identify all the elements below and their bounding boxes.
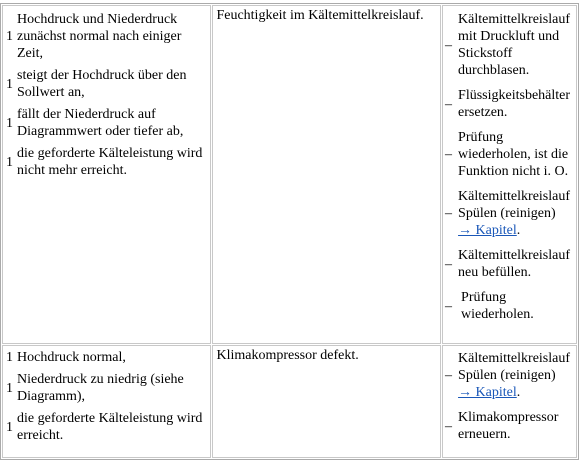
dash-marker: –: [445, 37, 453, 53]
remedy-item: [445, 11, 573, 79]
remedy-item: [445, 87, 573, 121]
condition-item: [6, 67, 207, 101]
table-row: [2, 5, 577, 344]
cause-text: Klimakompressor defekt.: [216, 348, 359, 363]
remedy-text: Prüfung wiederholen.: [461, 290, 534, 322]
remedy-period: .: [516, 385, 521, 400]
condition-item: [6, 349, 207, 366]
remedy-item: [445, 129, 573, 180]
chapter-link[interactable]: → Kapitel: [458, 223, 517, 238]
remedy-item: [445, 289, 573, 323]
dash-marker: –: [445, 206, 453, 221]
remedy-item: [445, 350, 573, 401]
dash-marker: –: [445, 147, 453, 162]
cause-cell: [212, 345, 441, 458]
item-number: 1: [6, 154, 13, 170]
remedies-cell: [442, 5, 577, 344]
dash-marker: –: [445, 368, 453, 383]
condition-text: die geforderte Kälteleistung wird erreicht.: [17, 411, 203, 443]
condition-item: [6, 371, 207, 405]
condition-text: fällt der Niederdruck auf Diagrammwert oder tiefer ab,: [17, 107, 184, 139]
remedy-text: Flüssigkeitsbehälter ersetzen.: [458, 88, 571, 120]
remedy-text: Kältemittelkreislauf neu befüllen.: [458, 248, 571, 280]
cause-cell: [212, 5, 441, 344]
remedy-text: Klimakompressor erneuern.: [458, 410, 559, 442]
remedy-text: Kältemittelkreislauf Spülen (reinigen): [458, 351, 571, 383]
item-number: 1: [6, 350, 13, 365]
remedy-item: [445, 409, 573, 443]
remedy-text: Prüfung wiederholen, ist die Funktion nicht i. O.: [458, 130, 569, 179]
remedy-text: Kältemittelkreislauf Spülen (reinigen): [458, 189, 571, 221]
item-number: 1: [6, 380, 13, 396]
condition-text: Niederdruck zu niedrig (siehe Diagramm),: [17, 372, 184, 404]
condition-text: die geforderte Kälteleistung wird nicht mehr erreicht.: [17, 146, 203, 178]
dash-marker: –: [445, 418, 453, 434]
conditions-cell: [2, 345, 211, 458]
condition-text: Hochdruck und Niederdruck zunächst normal nach einiger Zeit,: [17, 12, 182, 61]
remedy-period: .: [516, 223, 521, 238]
dash-marker: –: [445, 298, 453, 314]
cause-text: Feuchtigkeit im Kältemittelkreislauf.: [216, 8, 424, 23]
item-number: 1: [6, 29, 13, 44]
remedy-item: [445, 188, 573, 239]
chapter-link[interactable]: → Kapitel: [458, 385, 517, 400]
dash-marker: –: [445, 96, 453, 112]
conditions-cell: [2, 5, 211, 344]
troubleshooting-table: [0, 3, 579, 460]
remedy-text: Kältemittelkreislauf mit Druckluft und Stickstoff durchblasen.: [458, 12, 571, 78]
item-number: 1: [6, 115, 13, 131]
condition-item: [6, 11, 207, 62]
remedies-cell: [442, 345, 577, 458]
remedy-item: [445, 247, 573, 281]
dash-marker: –: [445, 256, 453, 272]
condition-item: [6, 145, 207, 179]
item-number: 1: [6, 419, 13, 435]
item-number: 1: [6, 76, 13, 92]
condition-text: steigt der Hochdruck über den Sollwert an,: [17, 68, 187, 100]
condition-text: Hochdruck normal,: [17, 350, 126, 365]
table-row: [2, 345, 577, 458]
condition-item: [6, 106, 207, 140]
condition-item: [6, 410, 207, 444]
